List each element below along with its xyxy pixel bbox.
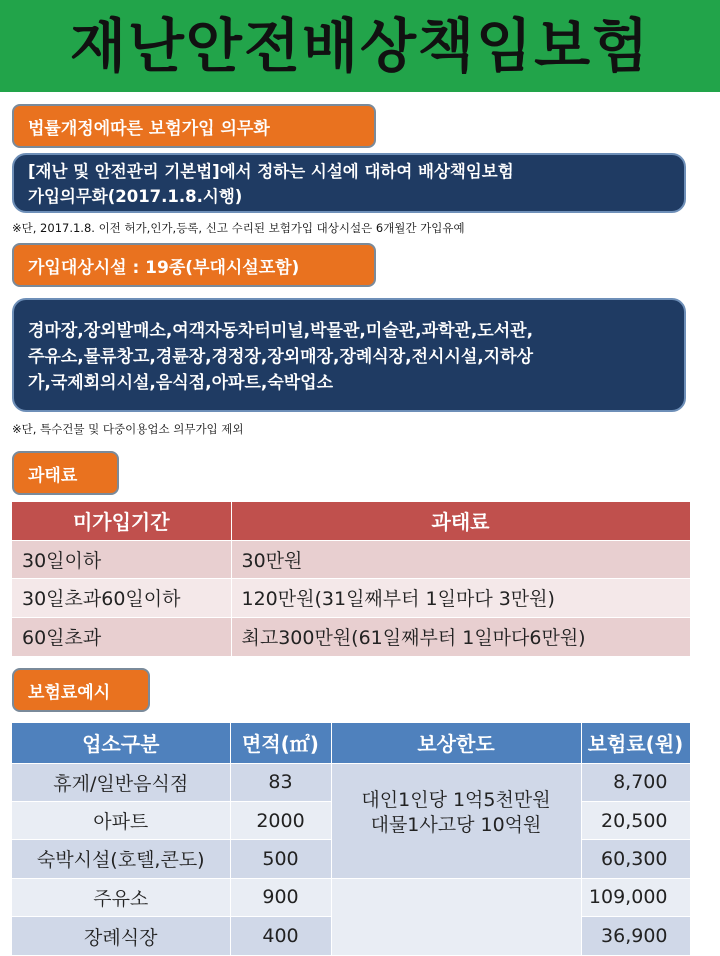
facilities-line-3: 가,국제회의시설,음식점,아파트,숙박업소 — [28, 373, 334, 393]
facilities-line-1: 경마장,장외발매소,여객자동차터미널,박물관,미술관,과학관,도서관, — [28, 321, 534, 341]
table-row — [12, 617, 690, 656]
mandatory-info-box — [12, 153, 686, 213]
area-cell: 900 — [230, 878, 331, 916]
premium-cell: 109,000 — [581, 878, 690, 916]
table-row — [12, 579, 690, 618]
mandatory-info-line-1: [재난 및 안전관리 기본법]에서 정하는 시설에 대하여 배상책임보험 — [28, 162, 514, 181]
page-title: 재난안전배상책임보험 — [69, 12, 651, 80]
fine-table — [12, 502, 691, 656]
area-cell: 2000 — [230, 801, 331, 839]
fine-header-amount: 과태료 — [231, 502, 690, 540]
premium-header-area: 면적(㎡) — [230, 723, 331, 763]
coverage-limit-line-2: 대물1사고당 10억원 — [370, 813, 542, 836]
premium-table — [12, 723, 691, 955]
section-label-premium-example: 보험료예시 — [12, 668, 150, 712]
premium-cell: 20,500 — [581, 801, 690, 839]
coverage-limit-cell — [331, 763, 581, 878]
business-type-cell: 주유소 — [12, 878, 230, 916]
premium-header-premium: 보험료(원) — [581, 723, 690, 763]
facilities-line-2: 주유소,물류창고,경륜장,경정장,장외매장,장례식장,전시시설,지하상 — [28, 347, 534, 367]
fine-period-cell: 30일이하 — [12, 540, 231, 579]
premium-table-header — [12, 723, 690, 763]
exclusion-note: ※단, 특수건물 및 다중이용업소 의무가입 제외 — [12, 422, 244, 436]
section-label-fine: 과태료 — [12, 451, 119, 495]
fine-header-period: 미가입기간 — [12, 502, 231, 540]
premium-cell: 36,900 — [581, 917, 690, 955]
coverage-limit-empty-cell — [331, 878, 581, 955]
fine-amount-cell: 최고300만원(61일째부터 1일마다6만원) — [231, 617, 690, 656]
business-type-cell: 아파트 — [12, 801, 230, 839]
table-row — [12, 878, 690, 916]
fine-period-cell: 30일초과60일이하 — [12, 579, 231, 618]
table-row — [12, 540, 690, 579]
fine-period-cell: 60일초과 — [12, 617, 231, 656]
coverage-limit-line-1: 대인1인당 1억5천만원 — [361, 788, 551, 811]
premium-header-business: 업소구분 — [12, 723, 230, 763]
area-cell: 83 — [230, 763, 331, 801]
premium-cell: 60,300 — [581, 840, 690, 878]
business-type-cell: 휴게/일반음식점 — [12, 763, 230, 801]
fine-table-header — [12, 502, 690, 540]
target-facilities-box — [12, 298, 686, 412]
mandatory-info-line-2: 가입의무화(2017.1.8.시행) — [28, 187, 243, 206]
section-label-mandatory: 법률개정에따른 보험가입 의무화 — [12, 104, 376, 148]
area-cell: 500 — [230, 840, 331, 878]
deferral-note: ※단, 2017.1.8. 이전 허가,인가,등록, 신고 수리된 보험가입 대상시설은 6개월간 가입유예 — [12, 221, 465, 235]
fine-amount-cell: 30만원 — [231, 540, 690, 579]
business-type-cell: 장례식장 — [12, 917, 230, 955]
section-label-target-facilities: 가입대상시설 : 19종(부대시설포함) — [12, 243, 376, 287]
premium-header-limit: 보상한도 — [331, 723, 581, 763]
fine-amount-cell: 120만원(31일째부터 1일마다 3만원) — [231, 579, 690, 618]
business-type-cell: 숙박시설(호텔,콘도) — [12, 840, 230, 878]
area-cell: 400 — [230, 917, 331, 955]
table-row — [12, 763, 690, 801]
title-banner — [0, 0, 720, 92]
premium-cell: 8,700 — [581, 763, 690, 801]
